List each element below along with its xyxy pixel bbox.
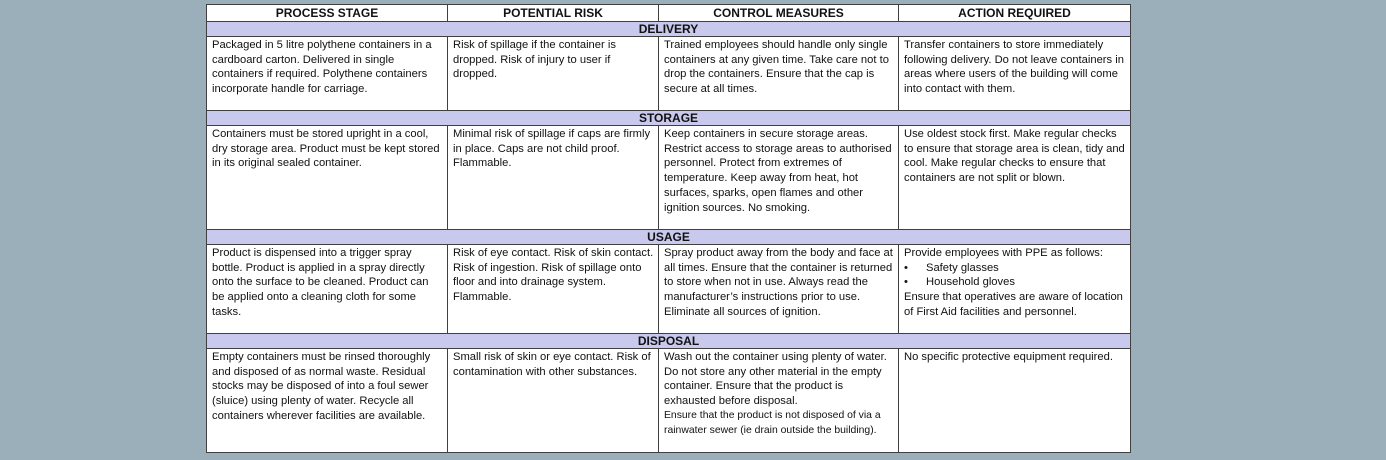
- header-row: [207, 5, 1131, 22]
- control-measures-note: Ensure that the product is not disposed of via a rainwater sewer (ie drain outside the building).: [664, 409, 881, 436]
- potential-risk-cell: Small risk of skin or eye contact. Risk of contamination with other substances.: [448, 349, 659, 453]
- header-process-stage: PROCESS STAGE: [207, 5, 448, 22]
- section-title: DELIVERY: [207, 22, 1131, 37]
- control-measures-cell: [659, 349, 899, 453]
- process-stage-cell: Empty containers must be rinsed thoroughly and disposed of as normal waste. Residual stocks may be disposed of into a foul sewer (sluice) using plenty of water. Recycle all containers wherever facilities are available.: [207, 349, 448, 453]
- ppe-list-item: [904, 275, 1126, 290]
- control-measures-cell: Trained employees should handle only single containers at any given time. Take care not to drop the containers. Ensure that the cap is secure at all times.: [659, 37, 899, 111]
- section-usage: [207, 230, 1131, 245]
- table-row: [207, 349, 1131, 453]
- action-required-cell: Transfer containers to store immediately following delivery. Do not leave containers in areas where users of the building will come into contact with them.: [899, 37, 1131, 111]
- potential-risk-cell: Risk of spillage if the container is dropped. Risk of injury to user if dropped.: [448, 37, 659, 111]
- header-potential-risk: POTENTIAL RISK: [448, 5, 659, 22]
- section-title: STORAGE: [207, 111, 1131, 126]
- section-delivery: [207, 22, 1131, 37]
- potential-risk-cell: Risk of eye contact. Risk of skin contact. Risk of ingestion. Risk of spillage onto floor and into drainage system. Flammable.: [448, 245, 659, 334]
- control-measures-text: Wash out the container using plenty of water. Do not store any other material in the empty container. Ensure that the product is exhausted before disposal.: [664, 351, 887, 408]
- risk-assessment-sheet: [206, 4, 1130, 453]
- ppe-item-label: Safety glasses: [926, 261, 999, 274]
- risk-assessment-table: [206, 4, 1131, 453]
- process-stage-cell: Packaged in 5 litre polythene containers in a cardboard carton. Delivered in single containers if required. Polythene containers incorporate handle for carriage.: [207, 37, 448, 111]
- process-stage-cell: Containers must be stored upright in a cool, dry storage area. Product must be kept stored in its original sealed container.: [207, 126, 448, 230]
- header-control-measures: CONTROL MEASURES: [659, 5, 899, 22]
- section-title: USAGE: [207, 230, 1131, 245]
- process-stage-cell: Product is dispensed into a trigger spray bottle. Product is applied in a spray directly onto the surface to be cleaned. Product can be applied onto a cleaning cloth for some tasks.: [207, 245, 448, 334]
- action-required-cell: Use oldest stock first. Make regular checks to ensure that storage area is clean, tidy and cool. Make regular checks to ensure that containers are not split or blown.: [899, 126, 1131, 230]
- first-aid-note: Ensure that operatives are aware of location of First Aid facilities and personnel.: [904, 291, 1123, 318]
- header-action-required: ACTION REQUIRED: [899, 5, 1131, 22]
- bullet-icon: •: [904, 261, 908, 274]
- section-disposal: [207, 334, 1131, 349]
- action-required-cell: No specific protective equipment required.: [899, 349, 1131, 453]
- control-measures-cell: Keep containers in secure storage areas. Restrict access to storage areas to authorised personnel. Protect from extremes of temperature. Keep away from heat, hot surfaces, sparks, open flames and other ignition sources. No smoking.: [659, 126, 899, 230]
- ppe-intro: Provide employees with PPE as follows:: [904, 247, 1103, 259]
- bullet-icon: •: [904, 276, 908, 289]
- control-measures-cell: Spray product away from the body and face at all times. Ensure that the container is returned to store when not in use. Always read the manufacturer’s instructions prior to use. Eliminate all sources of ignition.: [659, 245, 899, 334]
- table-row: [207, 126, 1131, 230]
- ppe-item-label: Household gloves: [926, 276, 1015, 289]
- potential-risk-cell: Minimal risk of spillage if caps are firmly in place. Caps are not child proof. Flammable.: [448, 126, 659, 230]
- section-storage: [207, 111, 1131, 126]
- ppe-list-item: [904, 261, 1126, 276]
- section-title: DISPOSAL: [207, 334, 1131, 349]
- action-required-cell: [899, 245, 1131, 334]
- table-row: [207, 37, 1131, 111]
- table-row: [207, 245, 1131, 334]
